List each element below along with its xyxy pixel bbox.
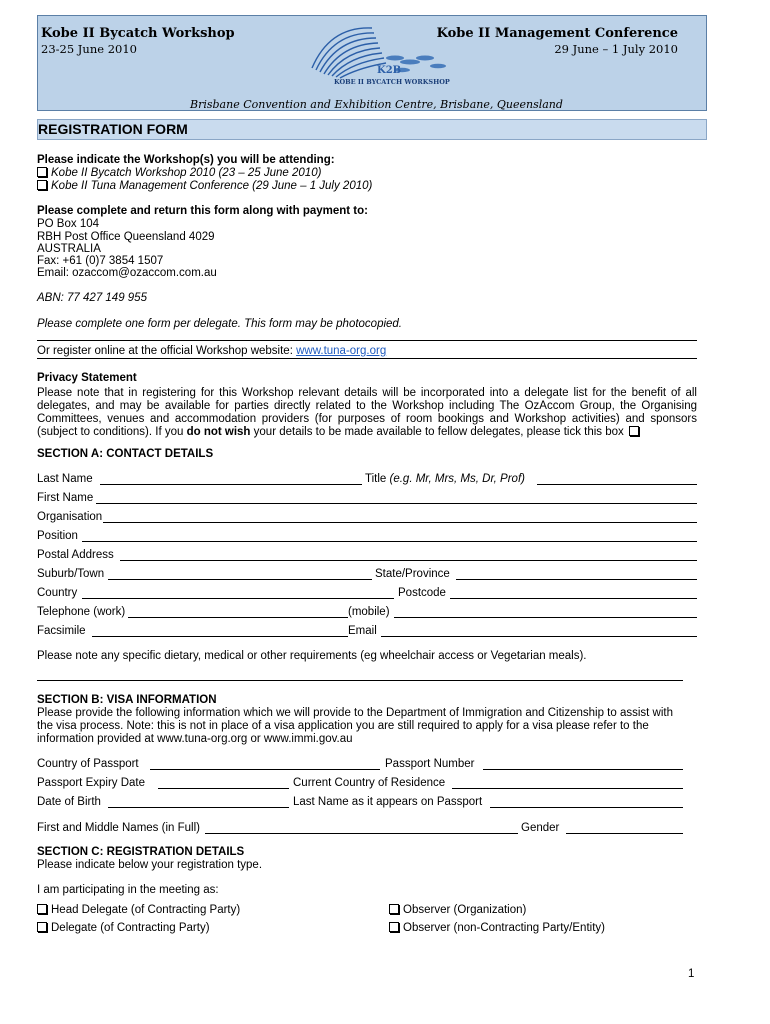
postal-address-label: Postal Address [37,549,114,561]
facsimile-field[interactable] [92,636,348,637]
address-line: PO Box 104 [37,218,100,230]
checkbox[interactable] [37,904,47,914]
option-label: Kobe II Tuna Management Conference (29 June – 1 July 2010) [51,180,373,192]
position-label: Position [37,530,78,542]
visa-intro: information provided at www.tuna-org.org or www.immi.gov.au [37,733,353,745]
dob-field[interactable] [108,807,289,808]
suburb-label: Suburb/Town [37,568,105,580]
checkbox[interactable] [37,167,47,177]
organisation-label: Organisation [37,511,103,523]
section-c-intro: Please indicate below your registration type. [37,859,263,871]
option-label: Observer (Organization) [403,904,527,916]
checkbox[interactable] [389,904,399,914]
form-title: REGISTRATION FORM [38,121,188,137]
passport-expiry-field[interactable] [158,788,289,789]
passport-number-label: Passport Number [385,758,475,770]
privacy-body [37,387,697,439]
title-hint: (e.g. Mr, Mrs, Ms, Dr, Prof) [389,473,525,485]
title-label [365,473,525,486]
privacy-bold: do not wish [186,426,251,438]
divider [37,340,697,341]
telephone-field[interactable] [128,617,348,618]
logo-subtext: KOBE II BYCATCH WORKSHOP [334,78,450,86]
email-field[interactable] [381,636,697,637]
management-conference-title: Kobe II Management Conference [436,26,678,41]
position-field[interactable] [82,541,697,542]
website-link[interactable]: www.tuna-org.org [296,345,387,357]
first-middle-field[interactable] [205,833,518,834]
first-name-field[interactable] [96,503,697,504]
section-a-heading: SECTION A: CONTACT DETAILS [37,448,214,460]
title-text: Title [365,473,387,485]
country-of-passport-field[interactable] [150,769,380,770]
abn: ABN: 77 427 149 955 [37,292,147,304]
venue: Brisbane Convention and Exhibition Centre, Brisbane, Queensland [190,98,563,111]
participating-label: I am participating in the meeting as: [37,884,219,896]
mobile-label: (mobile) [348,606,390,618]
option-label: Delegate (of Contracting Party) [51,922,210,934]
postcode-field[interactable] [450,598,697,599]
option-label: Kobe II Bycatch Workshop 2010 (23 – 25 June 2010) [51,167,322,179]
option-label: Head Delegate (of Contracting Party) [51,904,241,916]
passport-number-field[interactable] [483,769,683,770]
one-form-note: Please complete one form per delegate. This form may be photocopied. [37,318,403,330]
visa-intro: the visa process. Note: this is not in place of a visa application you are still required to apply for a visa please refer to the [37,720,649,732]
organisation-field[interactable] [103,522,697,523]
current-country-field[interactable] [452,788,683,789]
page-number: 1 [688,968,695,980]
gender-label: Gender [521,822,560,834]
bycatch-workshop-title: Kobe II Bycatch Workshop [41,26,235,41]
title-field[interactable] [537,484,697,485]
gender-field[interactable] [566,833,683,834]
dob-label: Date of Birth [37,796,101,808]
last-name-passport-field[interactable] [490,807,683,808]
telephone-label: Telephone (work) [37,606,126,618]
address-line: RBH Post Office Queensland 4029 [37,231,215,243]
checkbox[interactable] [389,922,399,932]
bycatch-workshop-dates: 23-25 June 2010 [41,42,137,56]
divider [37,358,697,359]
online-register [37,345,386,358]
passport-expiry-label: Passport Expiry Date [37,777,146,789]
first-middle-label: First and Middle Names (in Full) [37,822,200,834]
option-observer-organization[interactable] [389,904,526,917]
state-label: State/Province [375,568,450,580]
privacy-heading: Privacy Statement [37,372,137,384]
privacy-text: Please note that in registering for this Workshop relevant details will be incorporated into a delegate list for the benefit of all delegates, and may be available for parties directly related to the Workshop including The OzAccom Group, the Organising Committees, venues and accommodation providers (for purposes of room bookings and Workshop activities) and sponsors (subject to conditions). If you [37,387,697,438]
logo-text: K2B [377,65,402,76]
first-name-label: First Name [37,492,94,504]
privacy-tail: your details to be made available to fellow delegates, please tick this box [250,426,624,438]
address-line: Email: ozaccom@ozaccom.com.au [37,267,217,279]
country-label: Country [37,587,78,599]
checkbox[interactable] [37,922,47,932]
country-field[interactable] [82,598,394,599]
attending-option-bycatch[interactable] [37,167,321,180]
privacy-opt-out-checkbox[interactable] [629,426,639,436]
current-country-label: Current Country of Residence [293,777,446,789]
management-conference-dates: 29 June – 1 July 2010 [554,42,678,56]
address-line: AUSTRALIA [37,243,101,255]
visa-intro: Please provide the following information which we will provide to the Department of Immigration and Citizenship to assist with [37,707,673,719]
online-text: Or register online at the official Workshop website: [37,345,297,357]
section-b-heading: SECTION B: VISA INFORMATION [37,694,217,706]
postal-address-field[interactable] [120,560,697,561]
attending-option-conference[interactable] [37,180,372,193]
last-name-passport-label: Last Name as it appears on Passport [293,796,483,808]
mobile-field[interactable] [394,617,697,618]
section-c-heading: SECTION C: REGISTRATION DETAILS [37,846,245,858]
option-head-delegate[interactable] [37,904,240,917]
last-name-field[interactable] [100,484,362,485]
option-observer-non-contracting[interactable] [389,922,605,935]
attending-heading: Please indicate the Workshop(s) you will be attending: [37,154,335,166]
email-label: Email [348,625,377,637]
dietary-note: Please note any specific dietary, medical or other requirements (eg wheelchair access or Vegetarian meals). [37,650,587,662]
country-of-passport-label: Country of Passport [37,758,139,770]
option-delegate[interactable] [37,922,210,935]
option-label: Observer (non-Contracting Party/Entity) [403,922,605,934]
checkbox[interactable] [37,180,47,190]
dietary-field[interactable] [37,680,683,681]
postcode-label: Postcode [398,587,446,599]
return-heading: Please complete and return this form along with payment to: [37,205,368,217]
last-name-label: Last Name [37,473,93,485]
suburb-field[interactable] [108,579,372,580]
address-line: Fax: +61 (0)7 3854 1507 [37,255,164,267]
state-field[interactable] [456,579,697,580]
facsimile-label: Facsimile [37,625,86,637]
